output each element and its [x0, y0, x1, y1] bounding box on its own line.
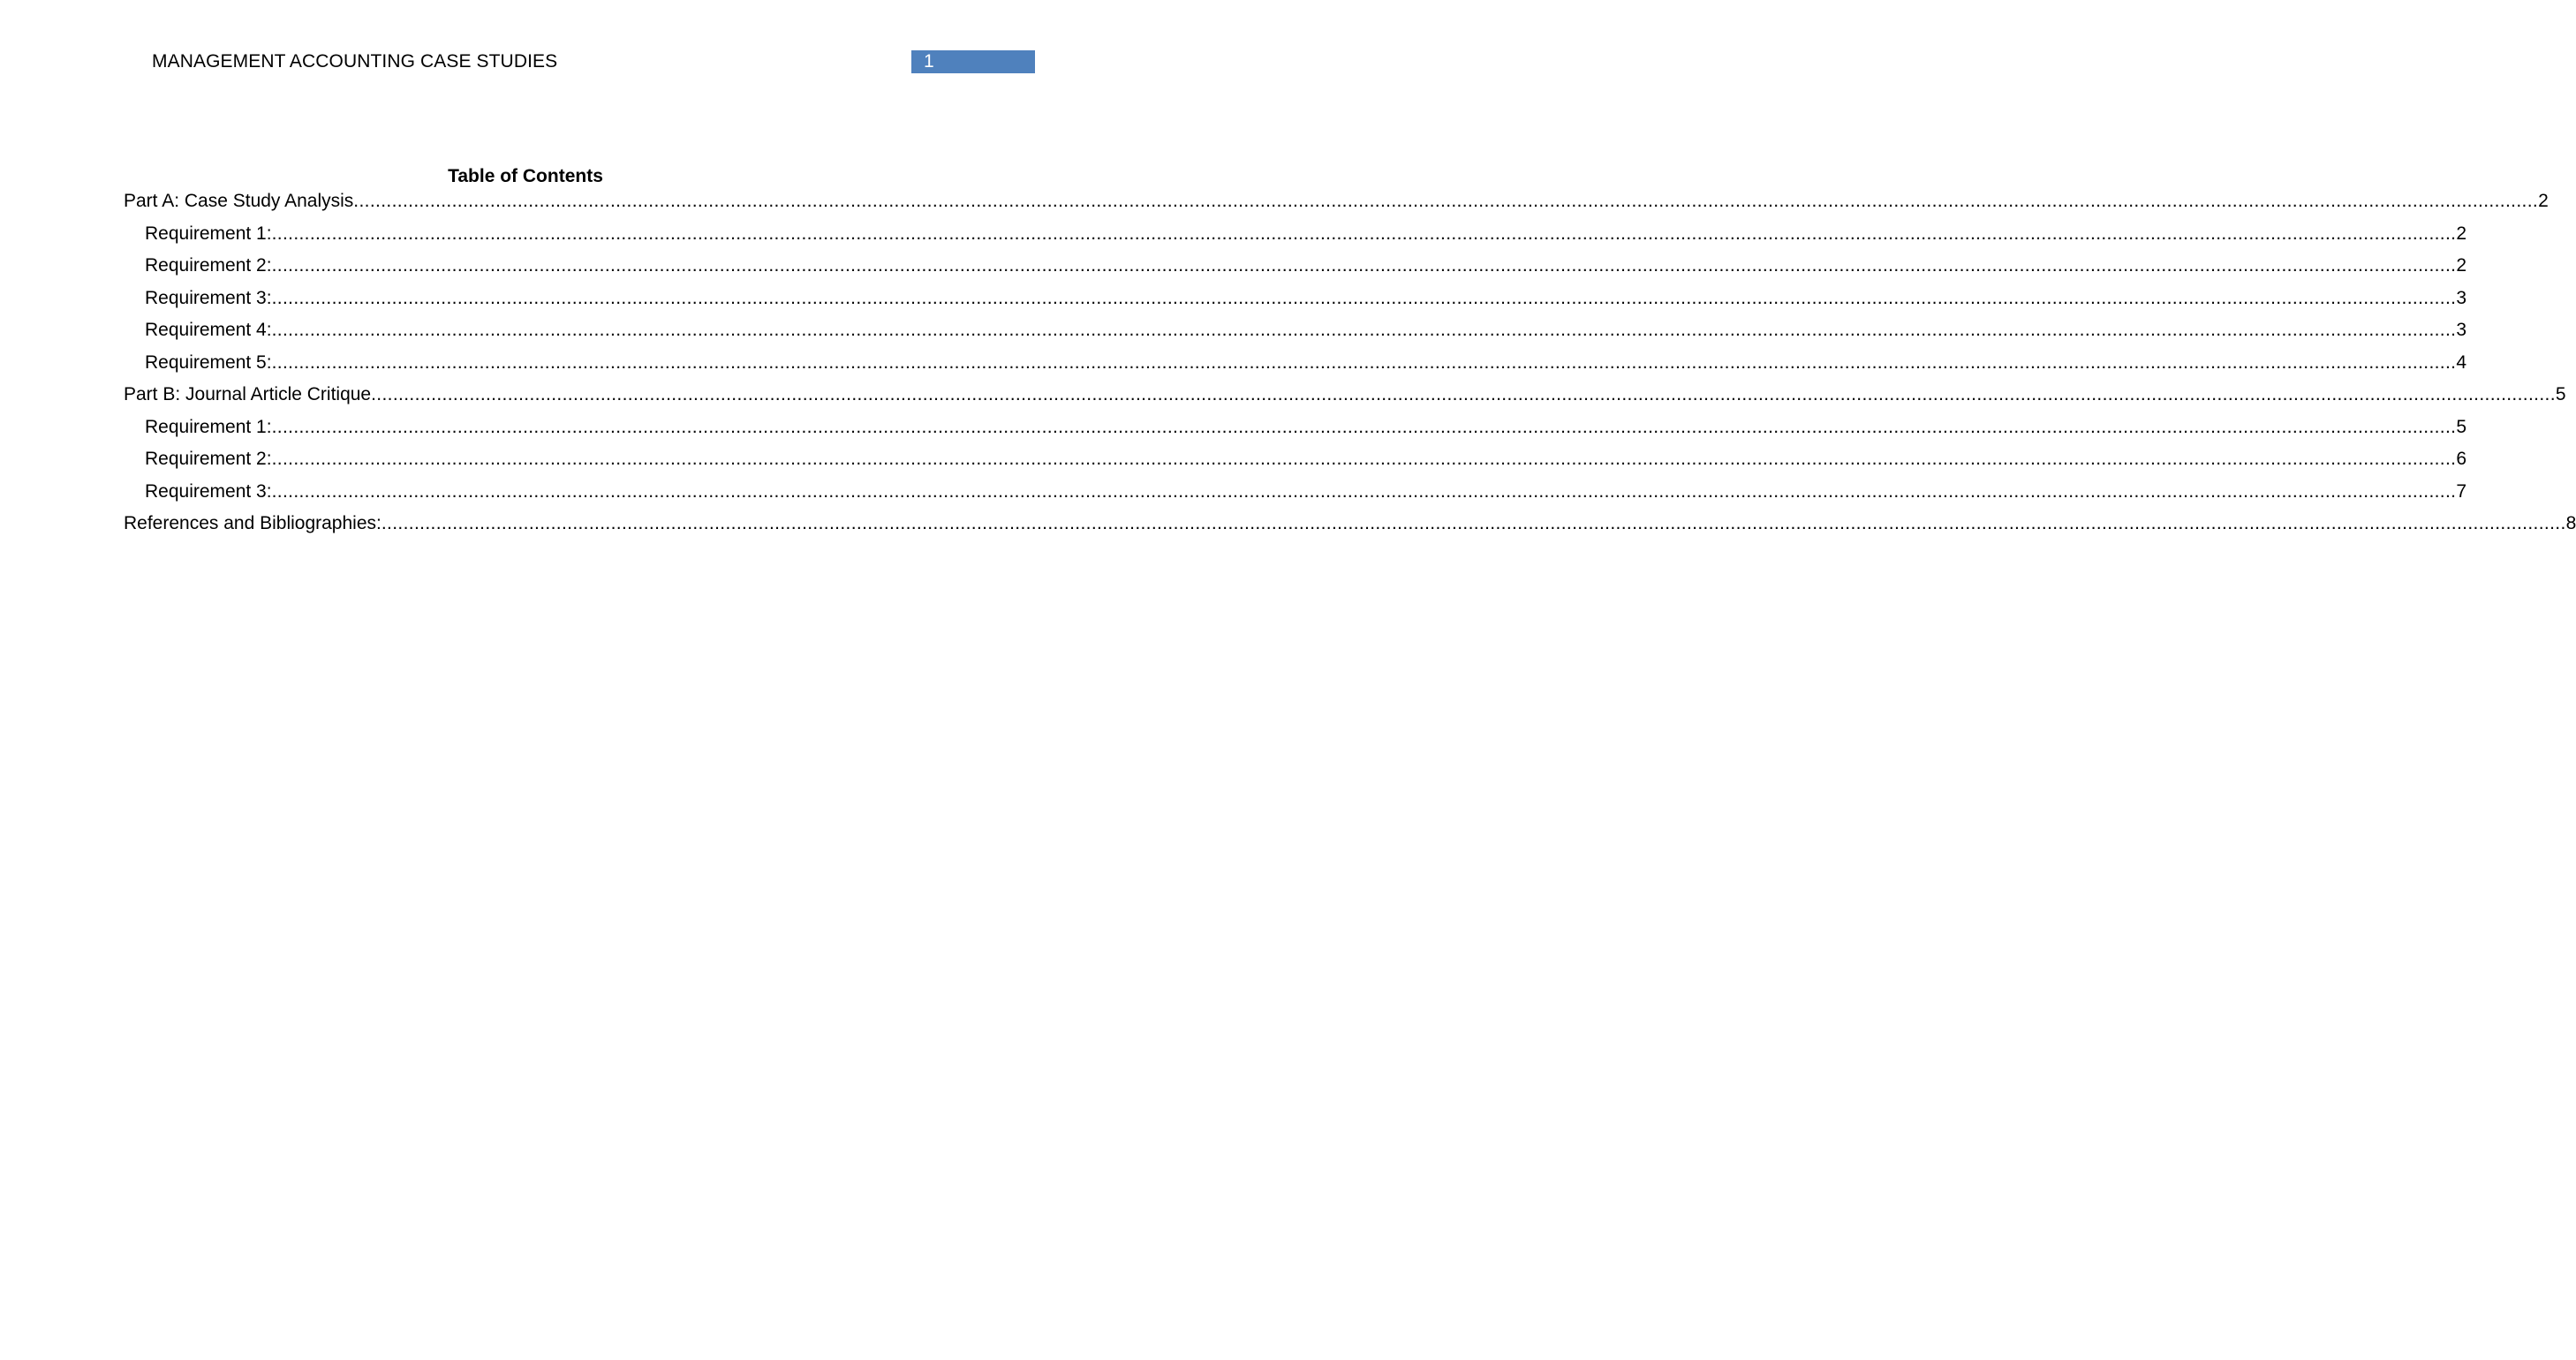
toc-entry-label: Requirement 3:	[145, 480, 272, 502]
toc-entry-page: 3	[2456, 320, 2467, 340]
toc-entry-label: Requirement 2:	[145, 255, 272, 276]
toc-dot-leader: ................................................................................................................................................................................................................................................................................................................................................................................................................	[271, 449, 2457, 469]
toc-entry-part-a[interactable]	[124, 188, 2549, 215]
toc-entry-page: 2	[2456, 223, 2467, 244]
toc-entry-label: Requirement 2:	[145, 449, 272, 469]
toc-dot-leader: ................................................................................................................................................................................................................................................................................................................................................................................................................	[271, 255, 2457, 276]
toc-entry-page: 8	[2565, 513, 2576, 533]
toc-entry-page: 7	[2456, 480, 2467, 502]
header-title: MANAGEMENT ACCOUNTING CASE STUDIES	[152, 51, 558, 72]
toc-dot-leader: ................................................................................................................................................................................................................................................................................................................................................................................................................	[271, 223, 2457, 244]
toc-entry-references[interactable]	[124, 510, 2576, 537]
toc-entry-page: 5	[2555, 384, 2566, 404]
toc-entry-b-requirement-3[interactable]	[145, 479, 2467, 505]
toc-entry-page: 2	[2456, 255, 2467, 276]
toc-entry-page: 3	[2456, 287, 2467, 308]
toc-entry-page: 6	[2456, 449, 2467, 469]
toc-dot-leader: ................................................................................................................................................................................................................................................................................................................................................................................................................	[271, 351, 2457, 373]
toc-entry-label: Part A: Case Study Analysis	[124, 191, 354, 211]
toc-entry-label: Requirement 1:	[145, 223, 272, 244]
toc-entry-page: 4	[2456, 351, 2467, 373]
toc-entry-a-requirement-1[interactable]	[145, 221, 2467, 247]
toc-entry-a-requirement-2[interactable]	[145, 253, 2467, 279]
toc-dot-leader: ................................................................................................................................................................................................................................................................................................................................................................................................................	[381, 513, 2566, 533]
toc-entry-label: Requirement 1:	[145, 416, 272, 437]
toc-entry-label: Requirement 5:	[145, 351, 272, 373]
toc-entry-b-requirement-1[interactable]	[145, 414, 2467, 441]
toc-entry-page: 5	[2456, 416, 2467, 437]
page-number: 1	[924, 51, 934, 72]
toc-dot-leader: ................................................................................................................................................................................................................................................................................................................................................................................................................	[353, 191, 2539, 211]
toc-entry-page: 2	[2538, 191, 2549, 211]
toc-entry-part-b[interactable]	[124, 382, 2566, 408]
toc-entry-b-requirement-2[interactable]	[145, 446, 2467, 472]
toc-entry-a-requirement-3[interactable]	[145, 285, 2467, 312]
toc-entry-a-requirement-5[interactable]	[145, 350, 2467, 376]
toc-entry-a-requirement-4[interactable]	[145, 317, 2467, 344]
page-number-badge	[911, 50, 1035, 73]
toc-dot-leader: ................................................................................................................................................................................................................................................................................................................................................................................................................	[271, 287, 2457, 308]
toc-entry-label: References and Bibliographies:	[124, 513, 381, 533]
toc-dot-leader: ................................................................................................................................................................................................................................................................................................................................................................................................................	[271, 480, 2457, 502]
toc-entry-label: Part B: Journal Article Critique	[124, 384, 372, 404]
toc-dot-leader: ................................................................................................................................................................................................................................................................................................................................................................................................................	[271, 416, 2457, 437]
toc-entry-label: Requirement 3:	[145, 287, 272, 308]
toc-entry-label: Requirement 4:	[145, 320, 272, 340]
toc-heading: Table of Contents	[448, 166, 603, 186]
toc-dot-leader: ................................................................................................................................................................................................................................................................................................................................................................................................................	[271, 320, 2457, 340]
toc-dot-leader: ................................................................................................................................................................................................................................................................................................................................................................................................................	[371, 384, 2556, 404]
